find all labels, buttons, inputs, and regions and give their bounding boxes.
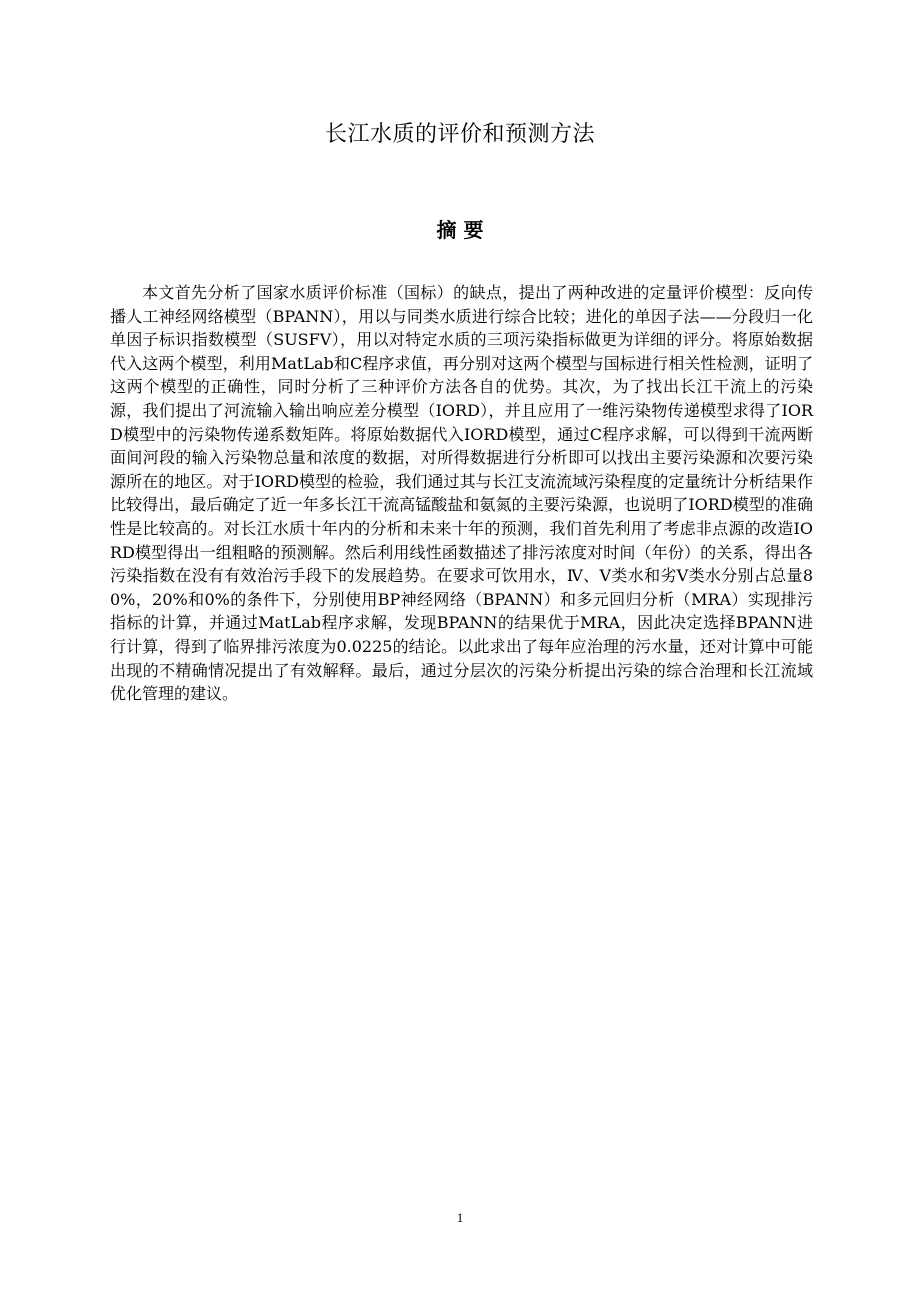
page-number: 1: [456, 1210, 464, 1225]
abstract-paragraph: 本文首先分析了国家水质评价标准（国标）的缺点，提出了两种改进的定量评价模型：反向传播人工神经网络模型（BPANN），用以与同类水质进行综合比较；进化的单因子法——分段归一化单因子标识指数模型（SUSFV），用以对特定水质的三项污染指标做更为详细的评分。将原始数据代入这两个模型，利用MatLab和C程序求值，再分别对这两个模型与国标进行相关性检测，证明了这两个模型的正确性，同时分析了三种评价方法各自的优势。其次，为了找出长江干流上的污染源，我们提出了河流输入输出响应差分模型（IORD），并且应用了一维污染物传递模型求得了IORD模型中的污染物传递系数矩阵。将原始数据代入IORD模型，通过C程序求解，可以得到干流两断面间河段的输入污染物总量和浓度的数据，对所得数据进行分析即可以找出主要污染源和次要污染源所在的地区。对于IORD模型的检验，我们通过其与长江支流流域污染程度的定量统计分析结果作比较得出，最后确定了近一年多长江干流高锰酸盐和氨氮的主要污染源，也说明了IORD模型的准确性是比较高的。对长江水质十年内的分析和未来十年的预测，我们首先利用了考虑非点源的改造IORD模型得出一组粗略的预测解。然后利用线性函数描述了排污浓度对时间（年份）的关系，得出各污染指数在没有有效治污手段下的发展趋势。在要求可饮用水，Ⅳ、Ⅴ类水和劣Ⅴ类水分别占总量80%，20%和0%的条件下，分别使用BP神经网络（BPANN）和多元回归分析（MRA）实现排污指标的计算，并通过MatLab程序求解，发现BPANN的结果优于MRA，因此决定选择BPANN进行计算，得到了临界排污浓度为0.0225的结论。以此求出了每年应治理的污水量，还对计算中可能出现的不精确情况提出了有效解释。最后，通过分层次的污染分析提出污染的综合治理和长江流域优化管理的建议。: [110, 283, 813, 704]
abstract-heading: 摘 要: [436, 218, 484, 242]
paper-title: 长江水质的评价和预测方法: [324, 122, 595, 147]
